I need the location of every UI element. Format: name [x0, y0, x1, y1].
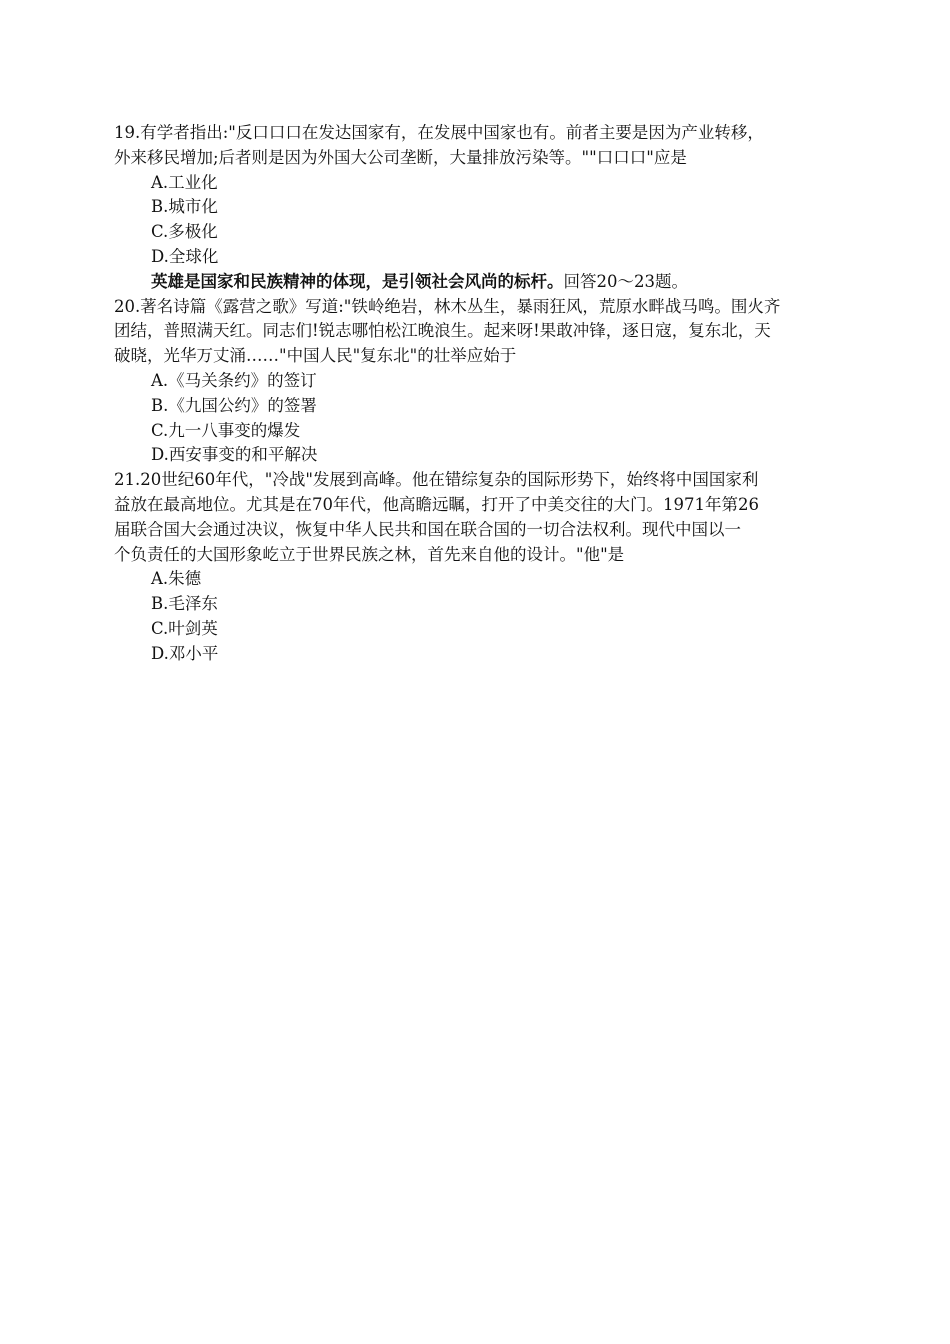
- option-a: A.《马关条约》的签订: [151, 370, 317, 390]
- question-21: [114, 468, 840, 666]
- question-19: [114, 121, 840, 270]
- option-b: B.毛泽东: [151, 594, 218, 614]
- option-d: D.邓小平: [151, 643, 219, 663]
- option-b: B.《九国公约》的签署: [151, 395, 317, 415]
- option-c: C.多极化: [151, 222, 218, 242]
- question-stem-line: 届联合国大会通过决议，恢复中华人民共和国在联合国的一切合法权利。现代中国以一: [114, 519, 741, 539]
- document-page: [114, 121, 840, 667]
- question-20: [114, 295, 840, 469]
- question-stem-line: 破晓，光华万丈涌……"中国人民"复东北"的壮举应始于: [114, 346, 517, 366]
- option-d: D.全球化: [151, 246, 219, 266]
- option-a: A.朱德: [151, 569, 202, 589]
- question-stem-line: 团结，普照满天红。同志们!锐志哪怕松江晚浪生。起来呀!果敢冲锋，逐日寇，复东北，天: [114, 321, 771, 341]
- option-c: C.叶剑英: [151, 618, 218, 638]
- option-a: A.工业化: [151, 172, 218, 192]
- section-intro-normal: 回答20～23题。: [563, 271, 688, 291]
- question-stem-line: 21.20世纪60年代，"冷战"发展到高峰。他在错综复杂的国际形势下，始终将中国国家利: [114, 470, 759, 490]
- option-b: B.城市化: [151, 197, 218, 217]
- question-stem-line: 外来移民增加;后者则是因为外国大公司垄断，大量排放污染等。""口口口"应是: [114, 147, 687, 167]
- option-d: D.西安事变的和平解决: [151, 445, 318, 465]
- question-stem-line: 19.有学者指出:"反口口口在发达国家有，在发展中国家也有。前者主要是因为产业转移，: [114, 123, 764, 142]
- section-intro: [114, 270, 840, 295]
- option-c: C.九一八事变的爆发: [151, 420, 301, 440]
- section-intro-bold: 英雄是国家和民族精神的体现，是引领社会风尚的标杆。: [151, 271, 564, 291]
- question-stem-line: 个负责任的大国形象屹立于世界民族之林，首先来自他的设计。"他"是: [114, 544, 625, 564]
- question-stem-line: 20.著名诗篇《露营之歌》写道:"铁岭绝岩，林木丛生，暴雨狂风，荒原水畔战马鸣。围火齐: [114, 296, 781, 316]
- question-stem-line: 益放在最高地位。尤其是在70年代，他高瞻远瞩，打开了中美交往的大门。1971年第26: [114, 494, 759, 514]
